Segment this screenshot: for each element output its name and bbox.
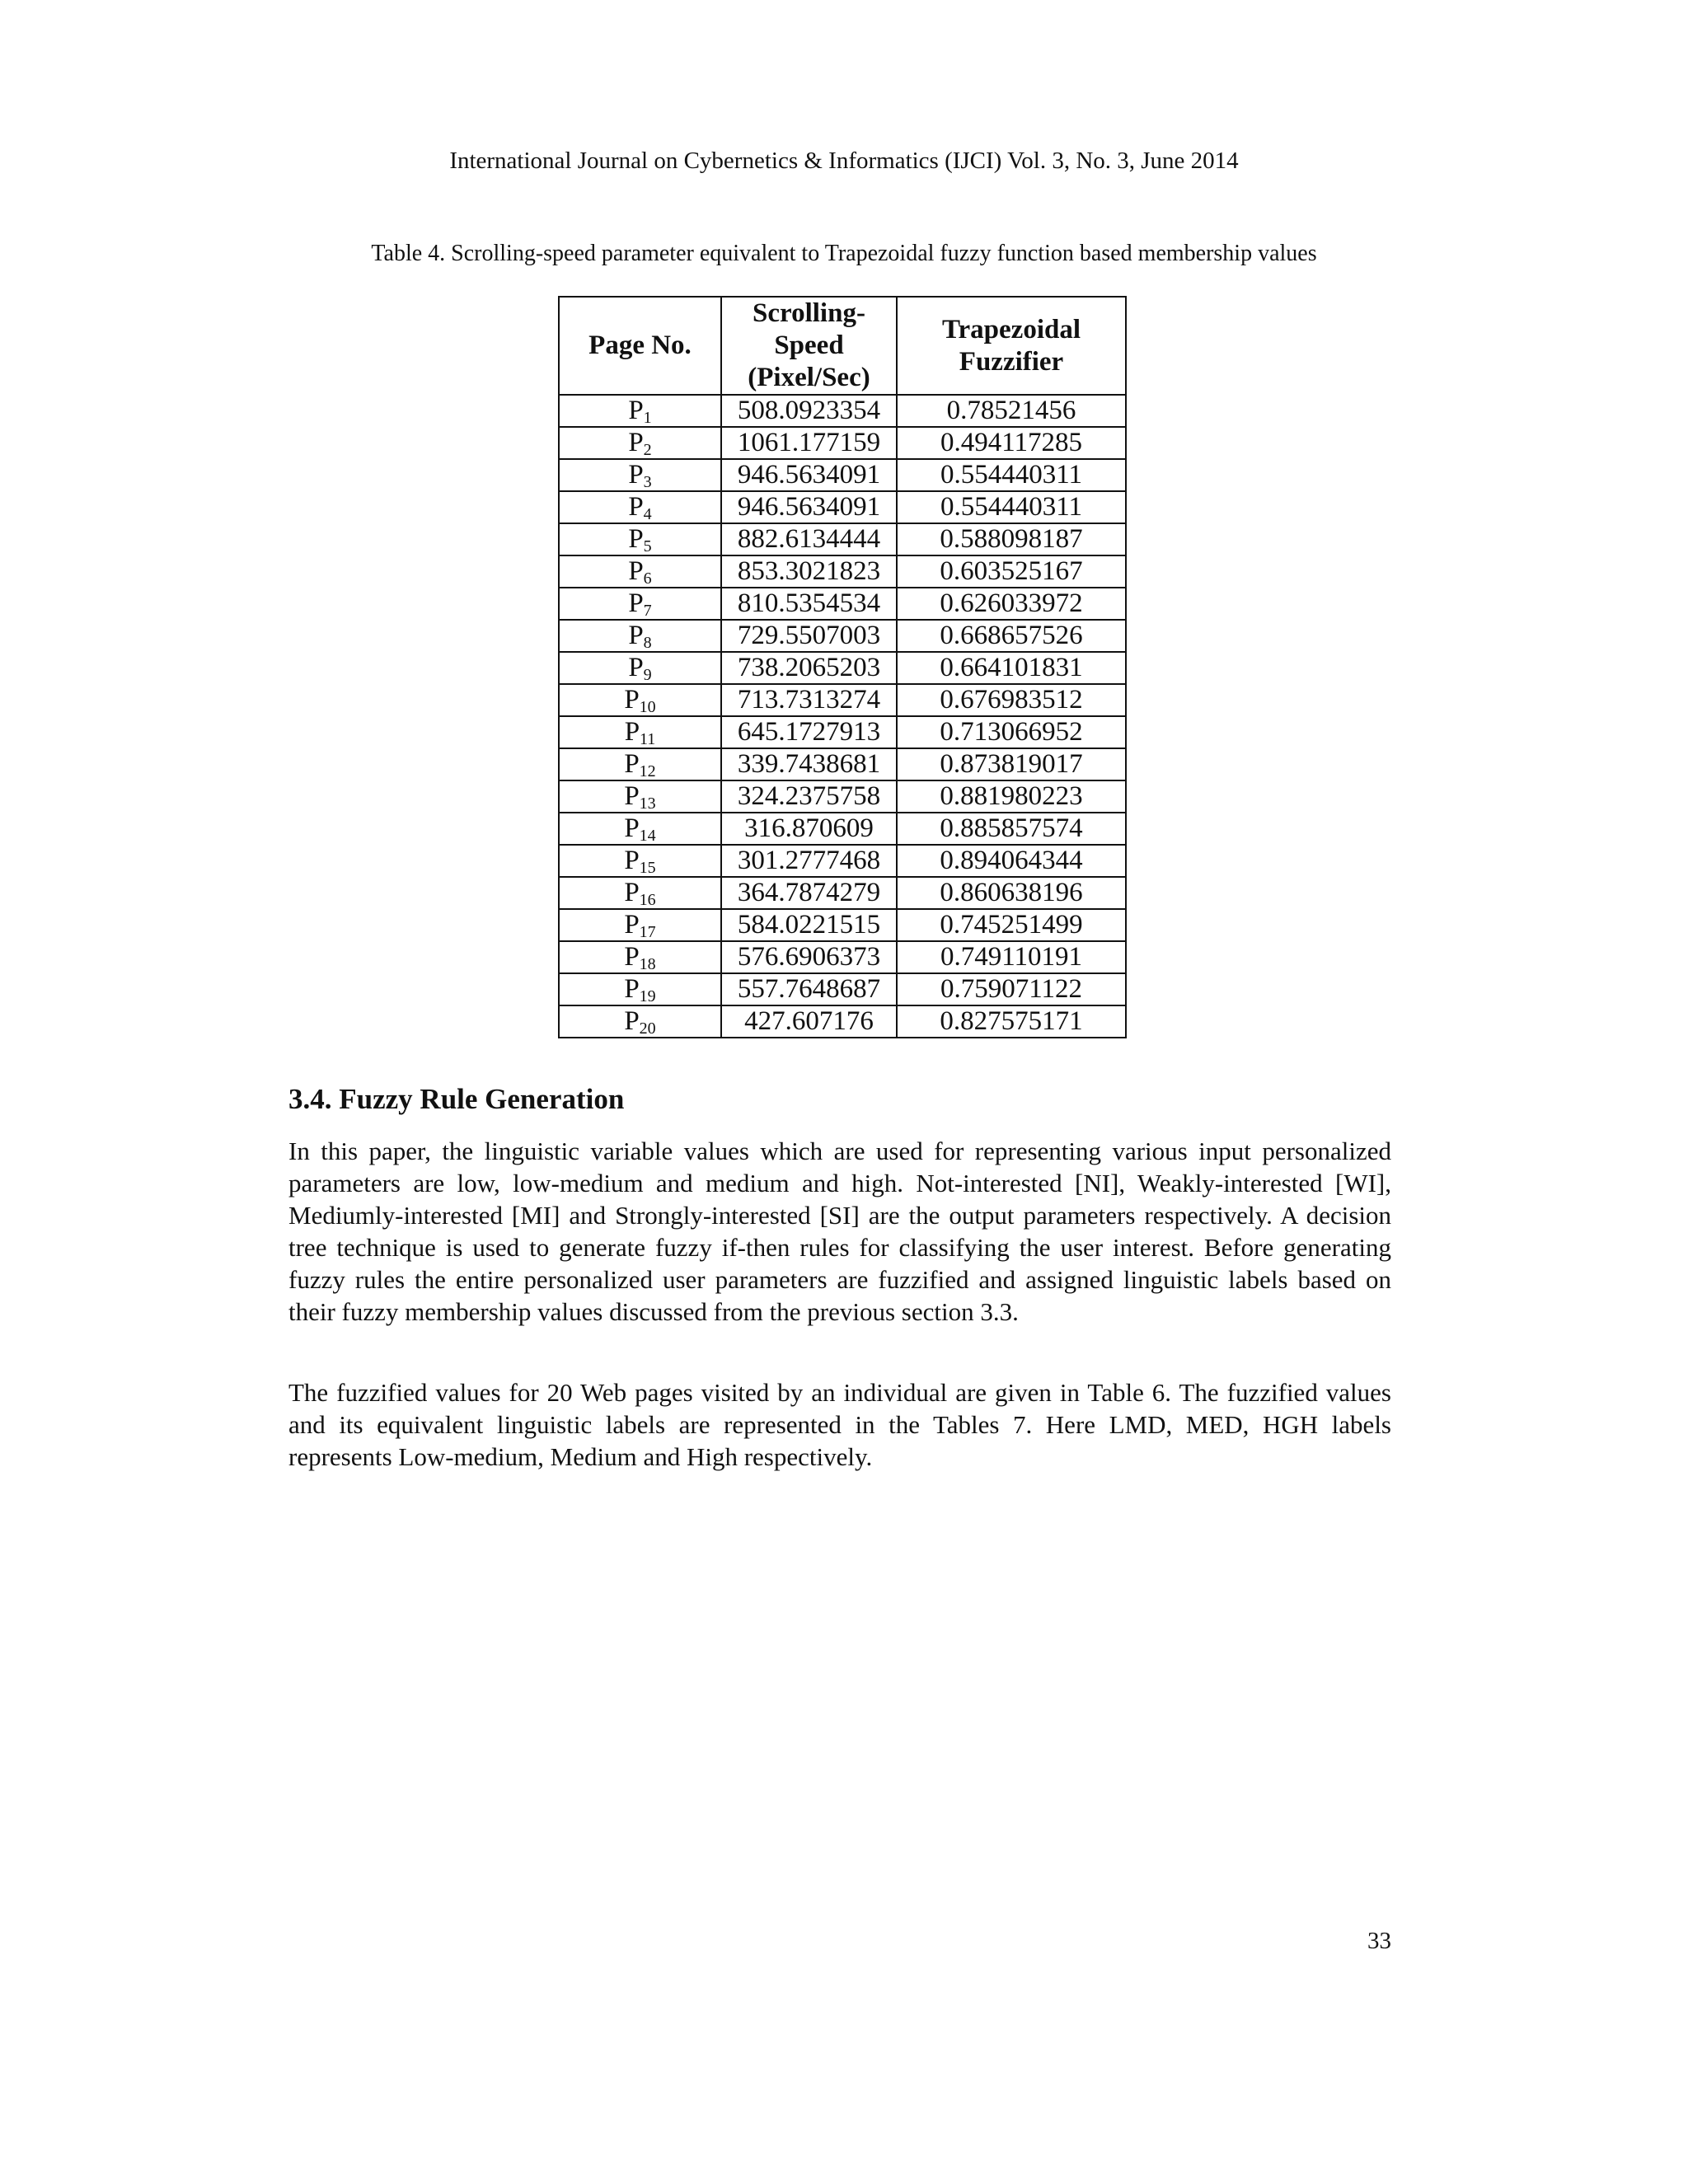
table-row [559,395,1126,427]
page-letter: P [624,878,640,907]
page-letter: P [628,621,644,650]
scrolling-speed-cell: 713.7313274 [721,684,897,716]
trapezoidal-fuzzifier-cell: 0.494117285 [897,427,1126,459]
trapezoidal-fuzzifier-cell: 0.626033972 [897,588,1126,620]
body-paragraph-1: In this paper, the linguistic variable values which are used for representing various input personalized parameters are low, low-medium and medium and high. Not-interested [NI], Weakly-interested [WI], Mediumly-interested [MI] and Strongly-interested [SI] are the output parameters respectively. A decision tree technique is used to generate fuzzy if-then rules for classifying the user interest. Before generating fuzzy rules the entire personalized user parameters are fuzzified and assigned linguistic labels based on their fuzzy membership values discussed from the previous section 3.3. [288,1137,1391,1326]
page-no-cell [559,973,721,1005]
trapezoidal-fuzzifier-cell: 0.78521456 [897,395,1126,427]
page-letter: P [624,974,640,1004]
page-letter: P [624,685,640,715]
page-no-cell [559,813,721,845]
trapezoidal-fuzzifier-cell: 0.588098187 [897,523,1126,555]
scrolling-speed-cell: 1061.177159 [721,427,897,459]
page-no-cell [559,555,721,588]
page-subscript: 4 [643,505,652,523]
table-body [559,395,1126,1038]
page-no-cell [559,877,721,909]
table-row [559,555,1126,588]
page-letter: P [624,910,640,940]
page-subscript: 12 [639,762,656,780]
header-scrolling-speed-line1: Scrolling- [753,298,865,328]
table-row [559,588,1126,620]
header-page-no-label: Page No. [588,330,692,360]
page-subscript: 1 [643,409,652,427]
page-letter: P [624,813,640,843]
page-subscript: 7 [643,602,652,620]
page-subscript: 5 [643,537,652,555]
page-subscript: 6 [643,569,652,588]
table-row [559,845,1126,877]
section-heading: 3.4. Fuzzy Rule Generation [288,1083,625,1115]
body-paragraph-2: The fuzzified values for 20 Web pages visited by an individual are given in Table 6. The fuzzified values and its equivalent linguistic labels are represented in the Tables 7. Here LMD, MED, HGH labels represents Low-medium, Medium and High respectively. [288,1378,1391,1471]
page-no-cell [559,652,721,684]
table-row [559,652,1126,684]
page-no-cell [559,459,721,491]
header-scrolling-speed-line3: (Pixel/Sec) [748,363,870,392]
page-letter: P [624,1006,640,1036]
page-letter: P [624,781,640,811]
page-subscript: 16 [639,891,656,909]
scrolling-speed-cell: 339.7438681 [721,748,897,780]
page-subscript: 20 [639,1019,656,1038]
trapezoidal-fuzzifier-cell: 0.759071122 [897,973,1126,1005]
scrolling-speed-cell: 584.0221515 [721,909,897,941]
table-row [559,620,1126,652]
page-subscript: 9 [643,666,652,684]
page-letter: P [628,492,644,522]
header-page-no [559,297,721,395]
trapezoidal-fuzzifier-cell: 0.603525167 [897,555,1126,588]
page-letter: P [628,428,644,457]
page-subscript: 18 [639,955,656,973]
table-caption: Table 4. Scrolling-speed parameter equivalent to Trapezoidal fuzzy function based membership values [371,241,1317,266]
page-letter: P [628,653,644,682]
trapezoidal-fuzzifier-cell: 0.668657526 [897,620,1126,652]
page-no-cell [559,845,721,877]
page-number: 33 [1367,1928,1391,1954]
page-subscript: 17 [639,923,656,941]
trapezoidal-fuzzifier-cell: 0.664101831 [897,652,1126,684]
page-letter: P [624,717,640,747]
scrolling-speed-cell: 557.7648687 [721,973,897,1005]
trapezoidal-fuzzifier-cell: 0.745251499 [897,909,1126,941]
trapezoidal-fuzzifier-cell: 0.894064344 [897,845,1126,877]
page-letter: P [624,749,640,779]
table-row [559,491,1126,523]
table-row [559,909,1126,941]
page-subscript: 14 [639,827,656,845]
page-no-cell [559,780,721,813]
page-no-cell [559,716,721,748]
page-subscript: 11 [640,730,656,748]
page-letter: P [624,942,640,972]
table-row [559,973,1126,1005]
scrolling-speed-cell: 946.5634091 [721,491,897,523]
scrolling-speed-cell: 738.2065203 [721,652,897,684]
page-letter: P [628,396,644,425]
table-row [559,523,1126,555]
scrolling-speed-cell: 810.5354534 [721,588,897,620]
page-subscript: 19 [639,987,656,1005]
scrolling-speed-cell: 324.2375758 [721,780,897,813]
table-row [559,459,1126,491]
page-no-cell [559,1005,721,1038]
trapezoidal-fuzzifier-cell: 0.827575171 [897,1005,1126,1038]
page-no-cell [559,748,721,780]
page-no-cell [559,909,721,941]
table-row [559,813,1126,845]
trapezoidal-fuzzifier-cell: 0.881980223 [897,780,1126,813]
page-no-cell [559,588,721,620]
trapezoidal-fuzzifier-cell: 0.554440311 [897,491,1126,523]
table-row [559,780,1126,813]
page-no-cell [559,620,721,652]
table-row [559,1005,1126,1038]
page-letter: P [628,460,644,490]
page-no-cell [559,523,721,555]
table-row [559,941,1126,973]
page-letter: P [628,588,644,618]
scrolling-speed-cell: 576.6906373 [721,941,897,973]
table-row [559,684,1126,716]
trapezoidal-fuzzifier-cell: 0.676983512 [897,684,1126,716]
table-row [559,427,1126,459]
header-scrolling-speed-line2: Speed [774,330,844,360]
page-no-cell [559,427,721,459]
page-subscript: 3 [643,473,652,491]
trapezoidal-fuzzifier-cell: 0.885857574 [897,813,1126,845]
page-subscript: 15 [639,859,656,877]
header-scrolling-speed [721,297,897,395]
header-trapezoidal-line2: Fuzzifier [959,346,1064,377]
scrolling-speed-cell: 946.5634091 [721,459,897,491]
scrolling-speed-cell: 364.7874279 [721,877,897,909]
table-row [559,748,1126,780]
page-no-cell [559,395,721,427]
table-row [559,716,1126,748]
scrolling-speed-cell: 729.5507003 [721,620,897,652]
page-subscript: 10 [639,698,656,716]
page-subscript: 2 [643,441,652,459]
trapezoidal-fuzzifier-cell: 0.554440311 [897,459,1126,491]
trapezoidal-fuzzifier-cell: 0.873819017 [897,748,1126,780]
running-header: International Journal on Cybernetics & Informatics (IJCI) Vol. 3, No. 3, June 2014 [449,148,1239,174]
scrolling-speed-cell: 645.1727913 [721,716,897,748]
scrolling-speed-cell: 508.0923354 [721,395,897,427]
page-subscript: 13 [639,794,656,813]
trapezoidal-fuzzifier-cell: 0.713066952 [897,716,1126,748]
trapezoidal-fuzzifier-cell: 0.749110191 [897,941,1126,973]
scrolling-speed-cell: 427.607176 [721,1005,897,1038]
scrolling-speed-cell: 316.870609 [721,813,897,845]
header-trapezoidal-line1: Trapezoidal [941,314,1081,344]
scrolling-speed-cell: 853.3021823 [721,555,897,588]
page-letter: P [624,846,640,875]
table-header-row [559,297,1126,395]
trapezoidal-fuzzifier-cell: 0.860638196 [897,877,1126,909]
page-subscript: 8 [643,634,652,652]
page-letter: P [628,524,644,554]
page-no-cell [559,491,721,523]
scrolling-speed-table [558,296,1127,1038]
page-letter: P [628,556,644,586]
table-row [559,877,1126,909]
scrolling-speed-cell: 301.2777468 [721,845,897,877]
header-trapezoidal-fuzzifier [897,297,1126,395]
page-no-cell [559,941,721,973]
scrolling-speed-cell: 882.6134444 [721,523,897,555]
page-no-cell [559,684,721,716]
